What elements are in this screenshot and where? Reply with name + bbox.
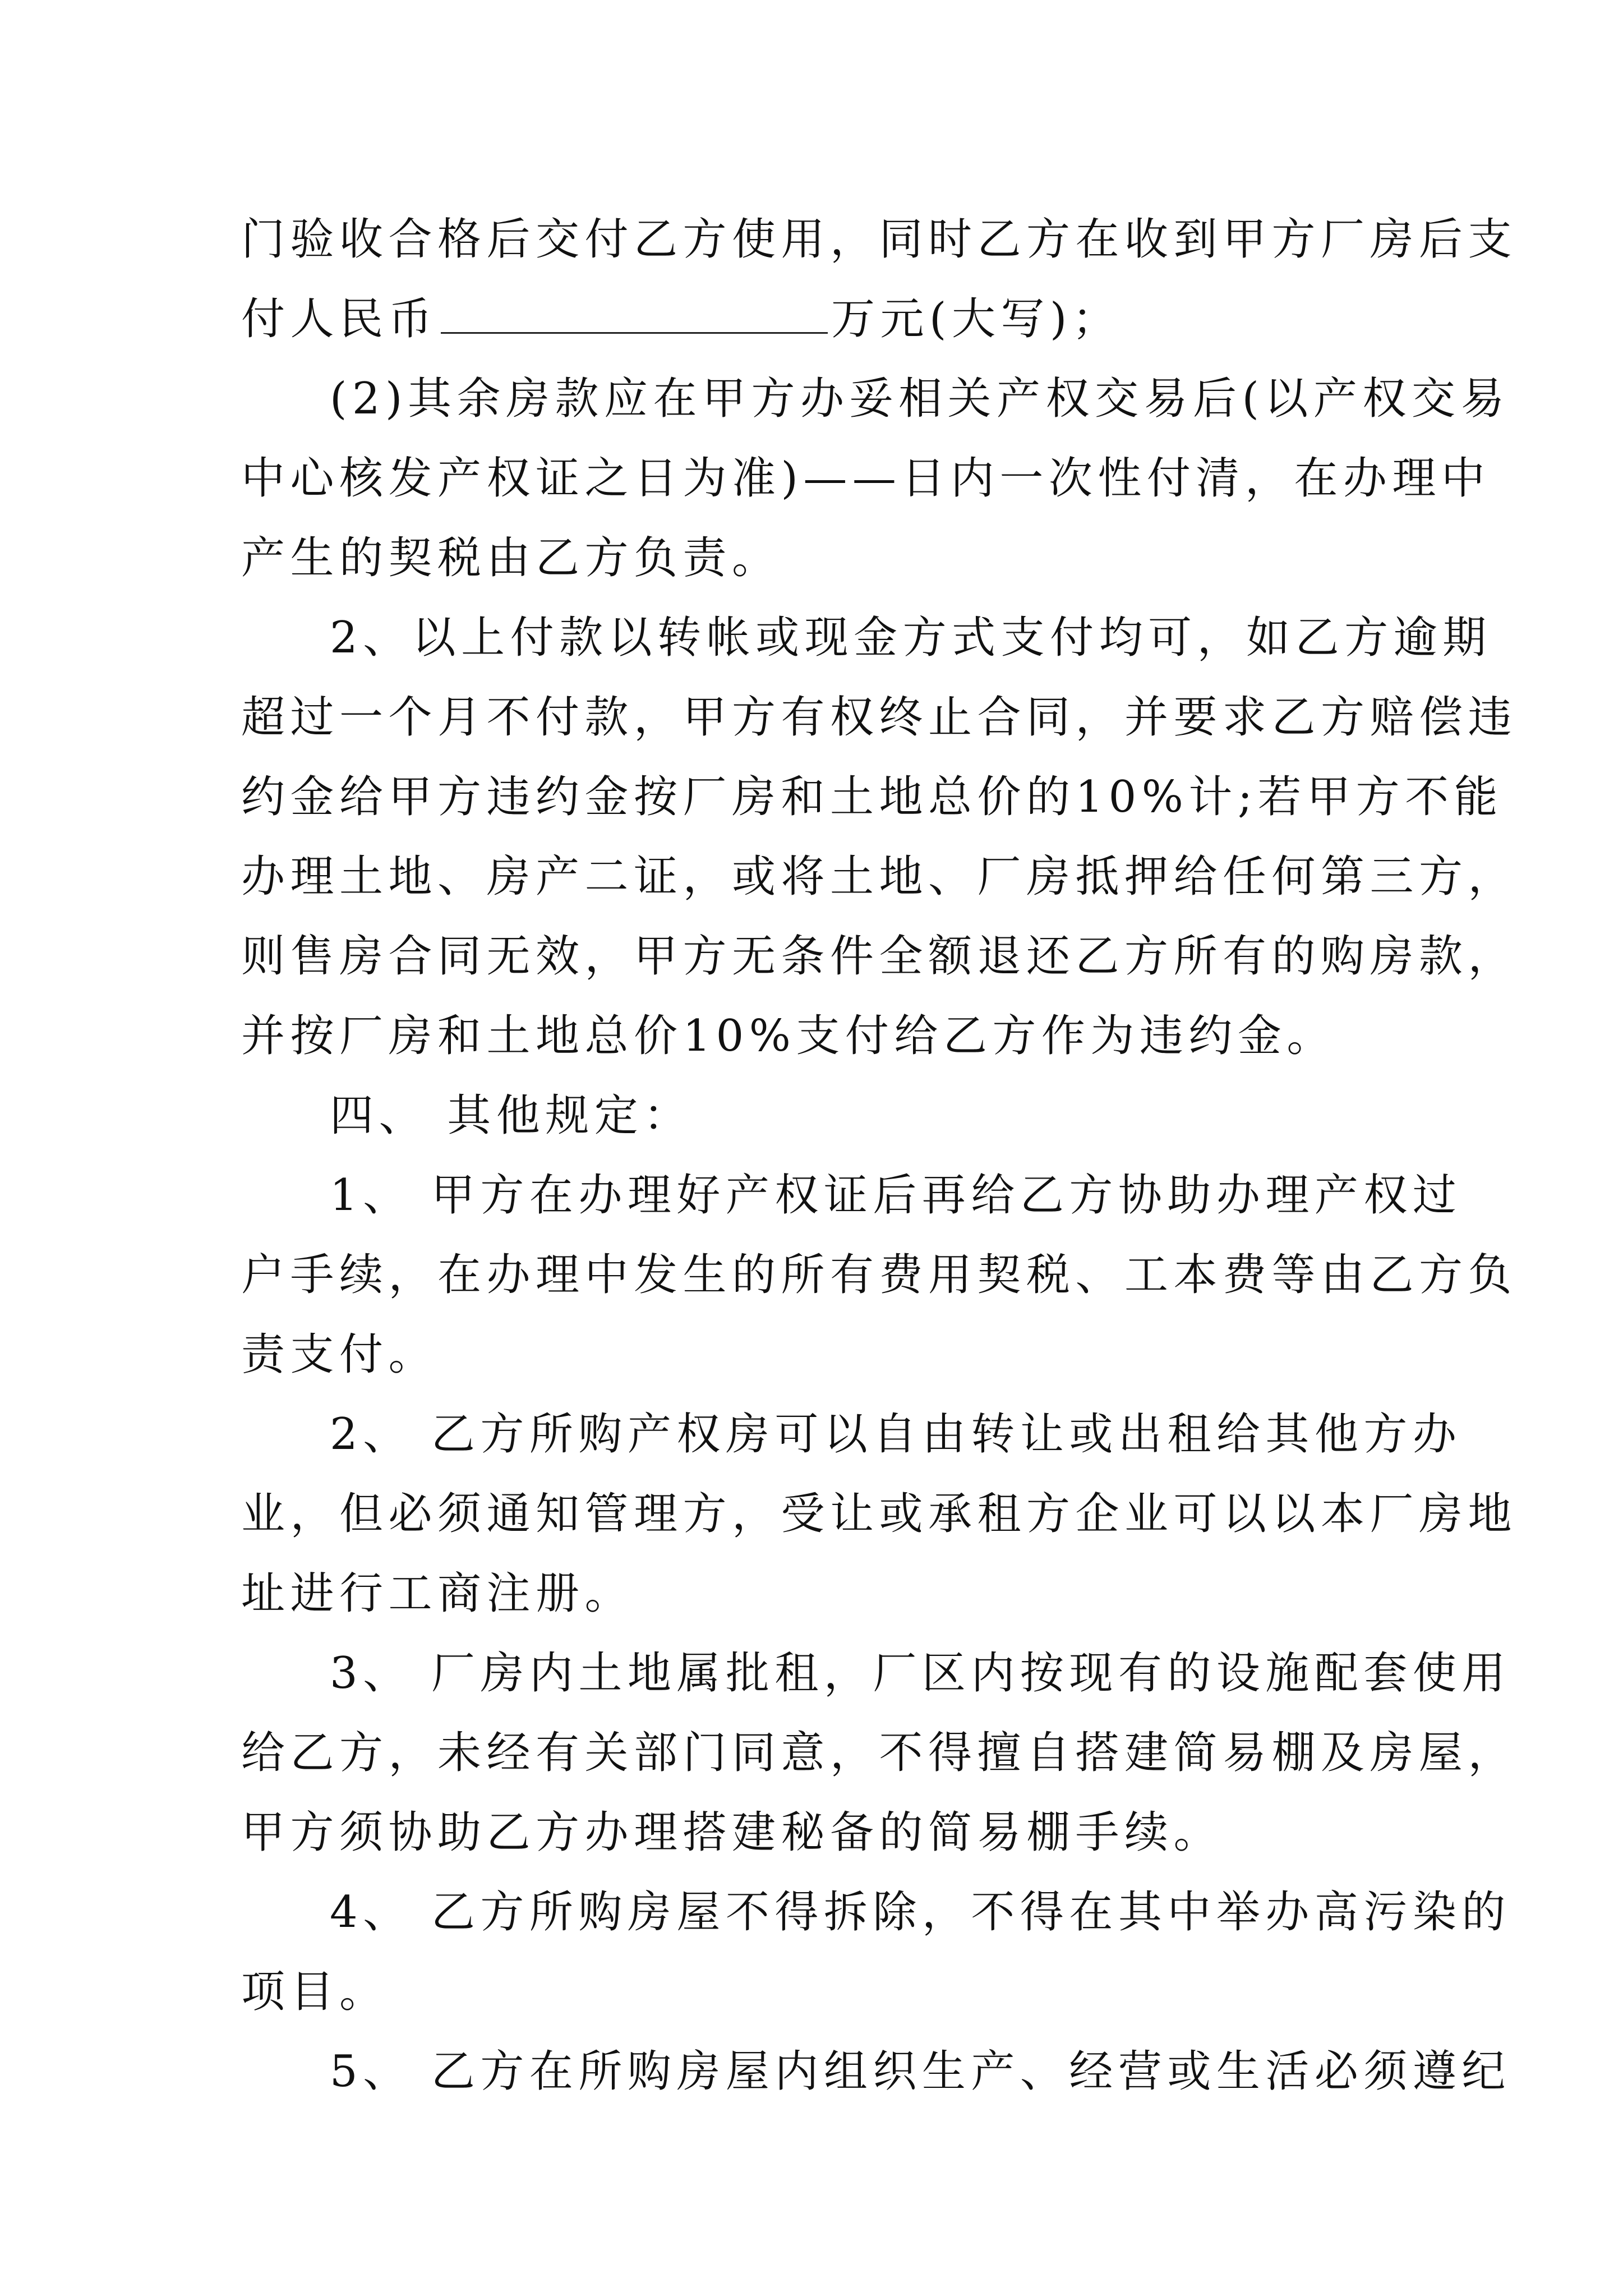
- text-line: 业，但必须通知管理方，受让或承租方企业可以以本厂房地: [241, 1489, 1518, 1539]
- text-line: 3、 厂房内土地属批租，厂区内按现有的设施配套使用: [330, 1648, 1511, 1699]
- section-heading: 四、 其他规定：: [330, 1091, 693, 1141]
- text-line: 约金给甲方违约金按厂房和土地总价的10%计;若甲方不能: [241, 772, 1504, 822]
- text-line: 址进行工商注册。: [241, 1568, 634, 1619]
- text-line: 并按厂房和土地总价10%支付给乙方作为违约金。: [241, 1011, 1336, 1061]
- text-line: 中心核发产权证之日为准)——日内一次性付清，在办理中: [241, 453, 1491, 504]
- text-line: 2、以上付款以转帐或现金方式支付均可，如乙方逾期: [330, 613, 1492, 663]
- text-line: 4、 乙方所购房屋不得拆除，不得在其中举办高污染的: [330, 1887, 1511, 1938]
- text-line: 项目。: [241, 1967, 389, 2017]
- text-segment: 万元(大写)；: [831, 294, 1122, 344]
- text-line: 产生的契税由乙方负责。: [241, 533, 781, 583]
- text-line: 户手续，在办理中发生的所有费用契税、工本费等由乙方负: [241, 1250, 1518, 1300]
- text-line: 门验收合格后交付乙方使用，同时乙方在收到甲方厂房后支: [241, 214, 1518, 265]
- text-line: 5、 乙方在所购房屋内组织生产、经营或生活必须遵纪: [330, 2046, 1511, 2097]
- text-line: 则售房合同无效，甲方无条件全额退还乙方所有的购房款，: [241, 931, 1518, 982]
- text-line: 2、 乙方所购产权房可以自由转让或出租给其他方办: [330, 1409, 1462, 1460]
- text-line: 甲方须协助乙方办理搭建秘备的简易棚手续。: [241, 1807, 1223, 1858]
- text-line: 超过一个月不付款，甲方有权终止合同，并要求乙方赔偿违: [241, 692, 1518, 743]
- text-line: 1、 甲方在办理好产权证后再给乙方协助办理产权过: [330, 1170, 1462, 1221]
- text-line: 责支付。: [241, 1329, 438, 1380]
- text-line: 办理土地、房产二证，或将土地、厂房抵押给任何第三方，: [241, 852, 1518, 902]
- text-segment: 付人民币: [241, 294, 438, 344]
- text-line: (2)其余房款应在甲方办妥相关产权交易后(以产权交易: [330, 374, 1510, 424]
- text-line: [241, 288, 1385, 350]
- fill-in-blank-underline: [441, 293, 828, 334]
- text-line: 给乙方，未经有关部门同意，不得擅自搭建简易棚及房屋，: [241, 1728, 1518, 1778]
